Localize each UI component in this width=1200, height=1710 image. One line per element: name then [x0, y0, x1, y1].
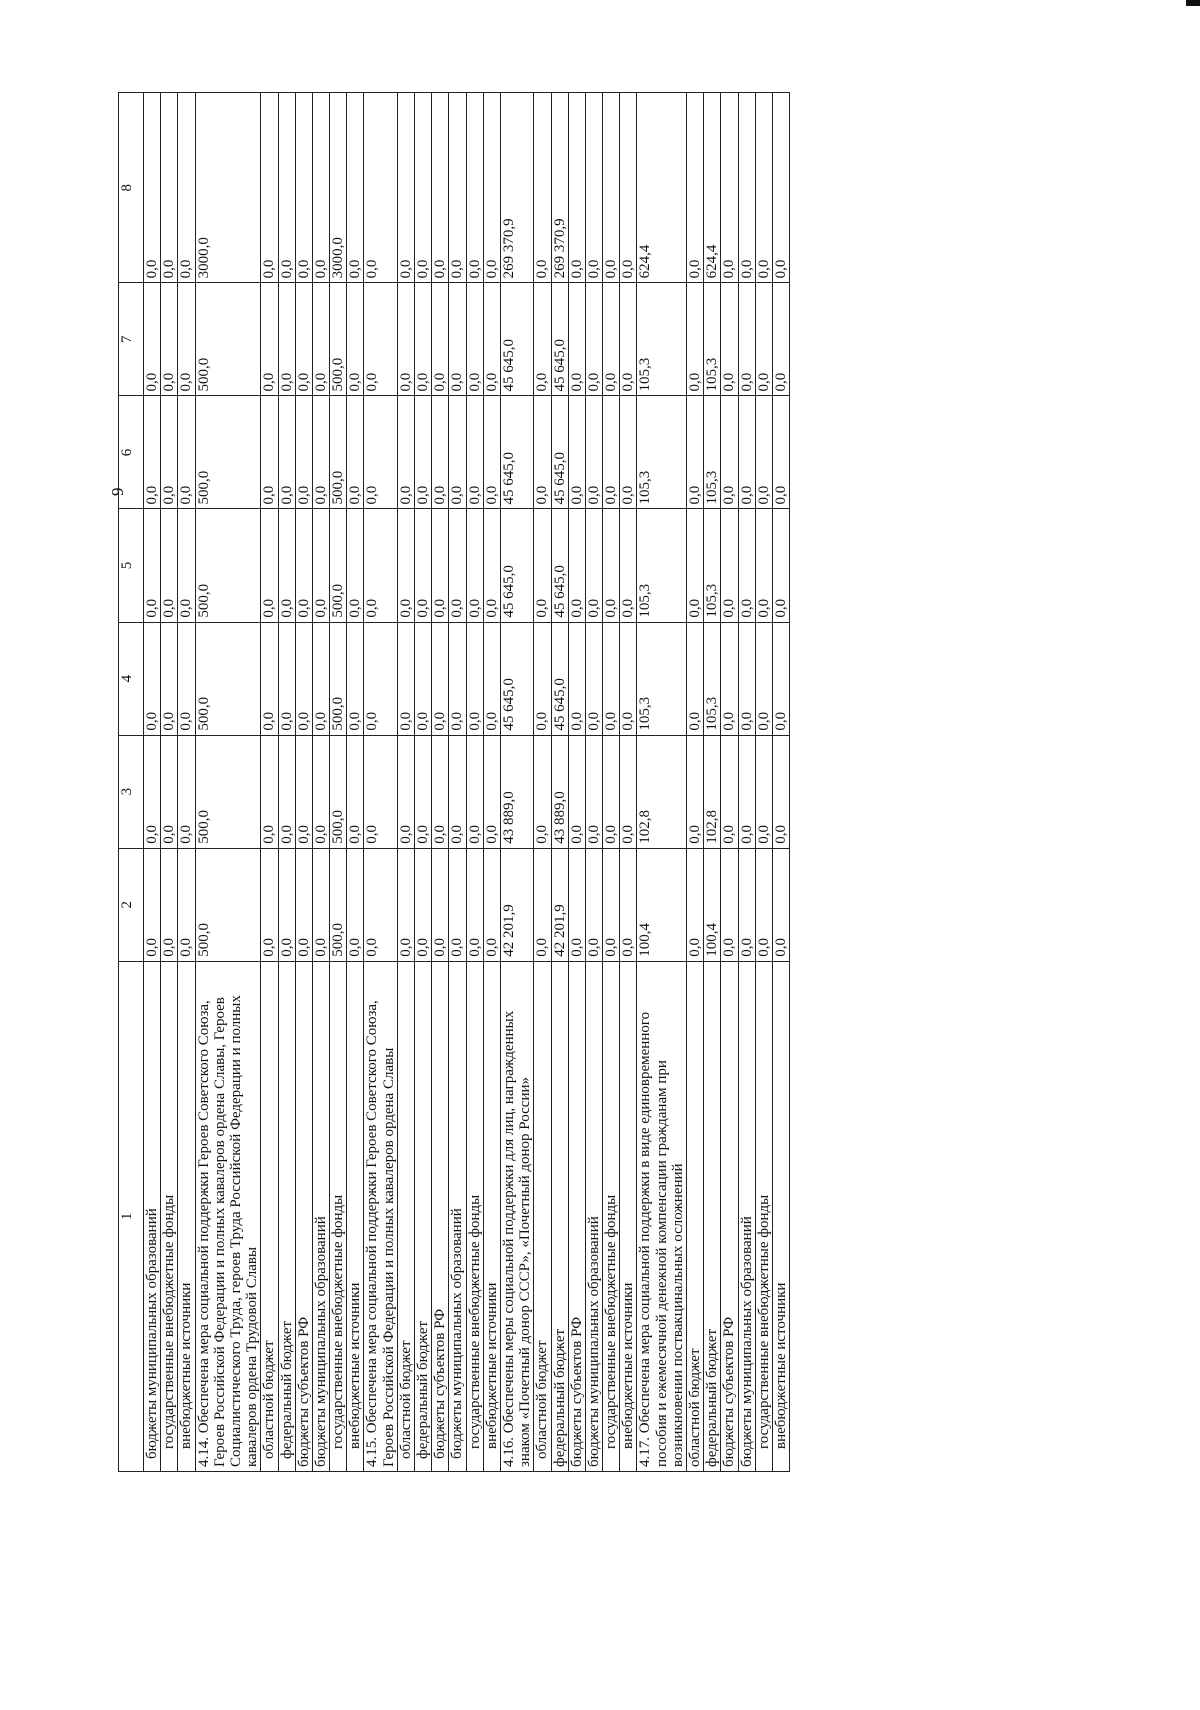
value-cell: 0,0 [449, 396, 466, 509]
value-cell: 0,0 [312, 396, 329, 509]
value-cell: 3000,0 [330, 93, 347, 283]
row-label: федеральный бюджет [704, 961, 721, 1471]
value-cell: 105,3 [704, 396, 721, 509]
value-cell: 0,0 [397, 848, 414, 961]
value-cell: 0,0 [449, 93, 466, 283]
row-label: государственные внебюджетные фонды [330, 961, 347, 1471]
row-label: федеральный бюджет [278, 961, 295, 1471]
value-cell: 0,0 [721, 396, 738, 509]
value-cell: 0,0 [568, 622, 585, 735]
value-cell: 0,0 [687, 93, 704, 283]
row-label: внебюджетные источники [483, 961, 500, 1471]
value-cell: 0,0 [568, 283, 585, 396]
value-cell: 0,0 [603, 735, 620, 848]
table-row [500, 93, 533, 1472]
value-cell: 0,0 [721, 622, 738, 735]
value-cell: 0,0 [603, 848, 620, 961]
value-cell: 0,0 [397, 93, 414, 283]
value-cell: 45 645,0 [500, 283, 533, 396]
table-row [704, 93, 721, 1472]
value-cell: 0,0 [721, 735, 738, 848]
value-cell: 0,0 [347, 283, 364, 396]
value-cell: 0,0 [620, 509, 637, 622]
row-label: 4.16. Обеспечены меры социальной поддержки для лиц, награжденных знаком «Почетный донор СССР», «Почетный донор России» [500, 961, 533, 1471]
value-cell: 0,0 [364, 396, 397, 509]
table-row [397, 93, 414, 1472]
value-cell: 105,3 [704, 509, 721, 622]
value-cell: 0,0 [261, 396, 278, 509]
column-header: 3 [119, 735, 144, 848]
value-cell: 0,0 [687, 509, 704, 622]
value-cell: 0,0 [364, 848, 397, 961]
table-row [312, 93, 329, 1472]
value-cell: 0,0 [161, 735, 178, 848]
value-cell: 500,0 [195, 509, 261, 622]
table-row [347, 93, 364, 1472]
value-cell: 0,0 [364, 93, 397, 283]
value-cell: 0,0 [397, 509, 414, 622]
value-cell: 0,0 [466, 93, 483, 283]
value-cell: 0,0 [603, 509, 620, 622]
table-row [568, 93, 585, 1472]
value-cell: 0,0 [144, 622, 161, 735]
row-label: бюджеты муниципальных образований [312, 961, 329, 1471]
value-cell: 0,0 [620, 848, 637, 961]
value-cell: 0,0 [534, 283, 551, 396]
value-cell: 0,0 [603, 93, 620, 283]
value-cell: 0,0 [432, 283, 449, 396]
value-cell: 0,0 [161, 622, 178, 735]
rotated-page-content [118, 92, 1118, 1472]
row-label: государственные внебюджетные фонды [161, 961, 178, 1471]
value-cell: 0,0 [347, 396, 364, 509]
value-cell: 0,0 [755, 93, 772, 283]
value-cell: 105,3 [637, 509, 687, 622]
value-cell: 0,0 [161, 848, 178, 961]
column-header: 2 [119, 848, 144, 961]
value-cell: 0,0 [295, 509, 312, 622]
value-cell: 0,0 [312, 848, 329, 961]
value-cell: 0,0 [687, 848, 704, 961]
value-cell: 0,0 [772, 509, 789, 622]
value-cell: 45 645,0 [551, 622, 568, 735]
value-cell: 0,0 [397, 735, 414, 848]
value-cell: 0,0 [261, 735, 278, 848]
value-cell: 0,0 [687, 735, 704, 848]
value-cell: 0,0 [620, 396, 637, 509]
row-label: областной бюджет [534, 961, 551, 1471]
table-row [261, 93, 278, 1472]
table-body [144, 93, 790, 1472]
value-cell: 0,0 [278, 735, 295, 848]
column-header: 6 [119, 396, 144, 509]
row-label: государственные внебюджетные фонды [755, 961, 772, 1471]
column-header: 5 [119, 509, 144, 622]
table-row [755, 93, 772, 1472]
value-cell: 0,0 [738, 735, 755, 848]
row-label: областной бюджет [687, 961, 704, 1471]
row-label: бюджеты муниципальных образований [449, 961, 466, 1471]
value-cell: 0,0 [466, 735, 483, 848]
table-row [483, 93, 500, 1472]
value-cell: 0,0 [755, 622, 772, 735]
value-cell: 100,4 [704, 848, 721, 961]
value-cell: 0,0 [483, 283, 500, 396]
value-cell: 0,0 [483, 735, 500, 848]
value-cell: 43 889,0 [551, 735, 568, 848]
table-row [603, 93, 620, 1472]
value-cell: 0,0 [312, 735, 329, 848]
value-cell: 0,0 [568, 848, 585, 961]
row-label: внебюджетные источники [347, 961, 364, 1471]
value-cell: 0,0 [585, 848, 602, 961]
value-cell: 0,0 [534, 848, 551, 961]
table-row [738, 93, 755, 1472]
value-cell: 0,0 [397, 283, 414, 396]
value-cell: 0,0 [568, 93, 585, 283]
value-cell: 0,0 [585, 509, 602, 622]
value-cell: 624,4 [637, 93, 687, 283]
value-cell: 0,0 [738, 93, 755, 283]
value-cell: 0,0 [466, 848, 483, 961]
value-cell: 0,0 [397, 622, 414, 735]
value-cell: 0,0 [278, 396, 295, 509]
value-cell: 0,0 [721, 509, 738, 622]
value-cell: 500,0 [330, 848, 347, 961]
value-cell: 43 889,0 [500, 735, 533, 848]
value-cell: 0,0 [415, 396, 432, 509]
value-cell: 0,0 [415, 509, 432, 622]
value-cell: 0,0 [295, 848, 312, 961]
value-cell: 0,0 [534, 622, 551, 735]
value-cell: 0,0 [466, 622, 483, 735]
value-cell: 0,0 [144, 396, 161, 509]
value-cell: 0,0 [721, 93, 738, 283]
value-cell: 45 645,0 [500, 396, 533, 509]
table-row [144, 93, 161, 1472]
row-label: бюджеты муниципальных образований [144, 961, 161, 1471]
value-cell: 0,0 [585, 283, 602, 396]
value-cell: 0,0 [178, 622, 195, 735]
value-cell: 0,0 [449, 622, 466, 735]
value-cell: 0,0 [772, 283, 789, 396]
value-cell: 0,0 [261, 509, 278, 622]
value-cell: 0,0 [772, 93, 789, 283]
value-cell: 0,0 [364, 283, 397, 396]
table-row [772, 93, 789, 1472]
value-cell: 0,0 [364, 735, 397, 848]
value-cell: 0,0 [347, 509, 364, 622]
budget-table [118, 92, 790, 1472]
table-row [178, 93, 195, 1472]
value-cell: 45 645,0 [551, 509, 568, 622]
row-label: бюджеты субъектов РФ [295, 961, 312, 1471]
value-cell: 0,0 [534, 396, 551, 509]
value-cell: 0,0 [687, 622, 704, 735]
value-cell: 0,0 [415, 622, 432, 735]
value-cell: 105,3 [704, 622, 721, 735]
value-cell: 0,0 [483, 509, 500, 622]
value-cell: 0,0 [534, 735, 551, 848]
table-row [534, 93, 551, 1472]
table-row [195, 93, 261, 1472]
value-cell: 0,0 [449, 848, 466, 961]
value-cell: 500,0 [330, 509, 347, 622]
value-cell: 0,0 [295, 622, 312, 735]
value-cell: 0,0 [738, 622, 755, 735]
value-cell: 45 645,0 [551, 283, 568, 396]
value-cell: 0,0 [687, 396, 704, 509]
value-cell: 0,0 [295, 396, 312, 509]
value-cell: 0,0 [755, 848, 772, 961]
value-cell: 100,4 [637, 848, 687, 961]
table-row [295, 93, 312, 1472]
value-cell: 0,0 [347, 93, 364, 283]
value-cell: 0,0 [161, 93, 178, 283]
value-cell: 500,0 [330, 396, 347, 509]
value-cell: 0,0 [620, 93, 637, 283]
value-cell: 0,0 [144, 283, 161, 396]
value-cell: 0,0 [312, 509, 329, 622]
value-cell: 0,0 [261, 93, 278, 283]
table-row [620, 93, 637, 1472]
value-cell: 0,0 [432, 848, 449, 961]
value-cell: 500,0 [330, 735, 347, 848]
value-cell: 0,0 [466, 509, 483, 622]
value-cell: 0,0 [449, 283, 466, 396]
table-row [551, 93, 568, 1472]
row-label: бюджеты субъектов РФ [568, 961, 585, 1471]
value-cell: 0,0 [483, 93, 500, 283]
value-cell: 0,0 [483, 622, 500, 735]
value-cell: 500,0 [195, 283, 261, 396]
value-cell: 0,0 [278, 848, 295, 961]
value-cell: 0,0 [620, 735, 637, 848]
table-row [330, 93, 347, 1472]
value-cell: 0,0 [585, 735, 602, 848]
value-cell: 0,0 [144, 848, 161, 961]
value-cell: 0,0 [295, 283, 312, 396]
value-cell: 0,0 [161, 283, 178, 396]
row-label: областной бюджет [397, 961, 414, 1471]
row-label: бюджеты муниципальных образований [585, 961, 602, 1471]
value-cell: 0,0 [738, 848, 755, 961]
row-label: 4.14. Обеспечена мера социальной поддержки Героев Советского Союза, Героев Российской Федерации и полных кавалеров ордена Славы, Героев Социалистического Труда, героев Труда Российской Федерации и полных кавалеров ордена Трудовой Славы [195, 961, 261, 1471]
table-row [449, 93, 466, 1472]
value-cell: 0,0 [483, 396, 500, 509]
value-cell: 0,0 [161, 396, 178, 509]
column-header: 8 [119, 93, 144, 283]
value-cell: 0,0 [449, 509, 466, 622]
value-cell: 0,0 [295, 93, 312, 283]
value-cell: 105,3 [637, 396, 687, 509]
value-cell: 624,4 [704, 93, 721, 283]
value-cell: 0,0 [755, 509, 772, 622]
value-cell: 0,0 [161, 509, 178, 622]
value-cell: 0,0 [278, 93, 295, 283]
row-label: внебюджетные источники [772, 961, 789, 1471]
value-cell: 0,0 [738, 396, 755, 509]
column-header: 4 [119, 622, 144, 735]
row-label: бюджеты муниципальных образований [738, 961, 755, 1471]
value-cell: 0,0 [449, 735, 466, 848]
value-cell: 500,0 [195, 396, 261, 509]
value-cell: 0,0 [772, 848, 789, 961]
value-cell: 500,0 [330, 622, 347, 735]
row-label: внебюджетные источники [178, 961, 195, 1471]
value-cell: 3000,0 [195, 93, 261, 283]
value-cell: 0,0 [261, 848, 278, 961]
value-cell: 0,0 [738, 283, 755, 396]
value-cell: 0,0 [603, 396, 620, 509]
value-cell: 0,0 [772, 622, 789, 735]
value-cell: 0,0 [466, 283, 483, 396]
value-cell: 0,0 [347, 848, 364, 961]
table-row [278, 93, 295, 1472]
value-cell: 0,0 [312, 622, 329, 735]
value-cell: 0,0 [620, 622, 637, 735]
value-cell: 0,0 [432, 396, 449, 509]
value-cell: 45 645,0 [500, 509, 533, 622]
table-row [585, 93, 602, 1472]
value-cell: 102,8 [704, 735, 721, 848]
value-cell: 269 370,9 [551, 93, 568, 283]
row-label: федеральный бюджет [551, 961, 568, 1471]
row-label: федеральный бюджет [415, 961, 432, 1471]
table-row [432, 93, 449, 1472]
value-cell: 0,0 [178, 848, 195, 961]
row-label: бюджеты субъектов РФ [721, 961, 738, 1471]
value-cell: 0,0 [415, 283, 432, 396]
value-cell: 0,0 [278, 283, 295, 396]
value-cell: 0,0 [415, 93, 432, 283]
row-label: областной бюджет [261, 961, 278, 1471]
value-cell: 500,0 [195, 735, 261, 848]
value-cell: 0,0 [568, 509, 585, 622]
value-cell: 0,0 [432, 622, 449, 735]
value-cell: 0,0 [347, 622, 364, 735]
value-cell: 0,0 [687, 283, 704, 396]
table-row [721, 93, 738, 1472]
value-cell: 0,0 [278, 509, 295, 622]
column-header: 1 [119, 961, 144, 1471]
value-cell: 0,0 [755, 283, 772, 396]
value-cell: 0,0 [261, 622, 278, 735]
value-cell: 105,3 [704, 283, 721, 396]
value-cell: 0,0 [620, 283, 637, 396]
row-label: внебюджетные источники [620, 961, 637, 1471]
value-cell: 0,0 [312, 283, 329, 396]
table-row [687, 93, 704, 1472]
value-cell: 0,0 [295, 735, 312, 848]
value-cell: 0,0 [534, 93, 551, 283]
value-cell: 0,0 [755, 735, 772, 848]
value-cell: 0,0 [144, 93, 161, 283]
table-row [364, 93, 397, 1472]
value-cell: 500,0 [195, 848, 261, 961]
value-cell: 105,3 [637, 622, 687, 735]
table-header-row [119, 93, 144, 1472]
value-cell: 0,0 [772, 735, 789, 848]
row-label: государственные внебюджетные фонды [603, 961, 620, 1471]
value-cell: 0,0 [432, 735, 449, 848]
value-cell: 0,0 [178, 509, 195, 622]
table-row [466, 93, 483, 1472]
value-cell: 0,0 [415, 848, 432, 961]
value-cell: 0,0 [261, 283, 278, 396]
row-label: 4.17. Обеспечена мера социальной поддержки в виде единовременного пособия и ежемесячной денежной компенсации гражданам при возникновении поствакцинальных осложнений [637, 961, 687, 1471]
value-cell: 0,0 [568, 735, 585, 848]
value-cell: 42 201,9 [551, 848, 568, 961]
value-cell: 0,0 [721, 283, 738, 396]
value-cell: 0,0 [144, 735, 161, 848]
value-cell: 0,0 [603, 283, 620, 396]
table-row [415, 93, 432, 1472]
value-cell: 42 201,9 [500, 848, 533, 961]
row-label: 4.15. Обеспечена мера социальной поддержки Героев Советского Союза, Героев Российской Федерации и полных кавалеров ордена Славы [364, 961, 397, 1471]
value-cell: 0,0 [755, 396, 772, 509]
value-cell: 102,8 [637, 735, 687, 848]
value-cell: 0,0 [466, 396, 483, 509]
value-cell: 0,0 [568, 396, 585, 509]
value-cell: 0,0 [312, 93, 329, 283]
value-cell: 45 645,0 [551, 396, 568, 509]
value-cell: 0,0 [178, 283, 195, 396]
value-cell: 0,0 [364, 509, 397, 622]
value-cell: 0,0 [738, 509, 755, 622]
value-cell: 0,0 [144, 509, 161, 622]
page-number: 9 [108, 487, 127, 496]
value-cell: 0,0 [483, 848, 500, 961]
value-cell: 0,0 [347, 735, 364, 848]
scan-edge-mark [1186, 0, 1200, 6]
value-cell: 0,0 [178, 396, 195, 509]
value-cell: 0,0 [432, 93, 449, 283]
value-cell: 0,0 [585, 93, 602, 283]
column-header: 7 [119, 283, 144, 396]
value-cell: 500,0 [195, 622, 261, 735]
value-cell: 500,0 [330, 283, 347, 396]
value-cell: 0,0 [432, 509, 449, 622]
value-cell: 0,0 [534, 509, 551, 622]
value-cell: 0,0 [415, 735, 432, 848]
value-cell: 0,0 [585, 396, 602, 509]
value-cell: 0,0 [772, 396, 789, 509]
row-label: государственные внебюджетные фонды [466, 961, 483, 1471]
value-cell: 0,0 [364, 622, 397, 735]
table-row [637, 93, 687, 1472]
table-row [161, 93, 178, 1472]
value-cell: 0,0 [721, 848, 738, 961]
value-cell: 45 645,0 [500, 622, 533, 735]
value-cell: 0,0 [397, 396, 414, 509]
value-cell: 105,3 [637, 283, 687, 396]
value-cell: 0,0 [178, 93, 195, 283]
value-cell: 0,0 [603, 622, 620, 735]
row-label: бюджеты субъектов РФ [432, 961, 449, 1471]
value-cell: 269 370,9 [500, 93, 533, 283]
value-cell: 0,0 [178, 735, 195, 848]
value-cell: 0,0 [585, 622, 602, 735]
value-cell: 0,0 [278, 622, 295, 735]
